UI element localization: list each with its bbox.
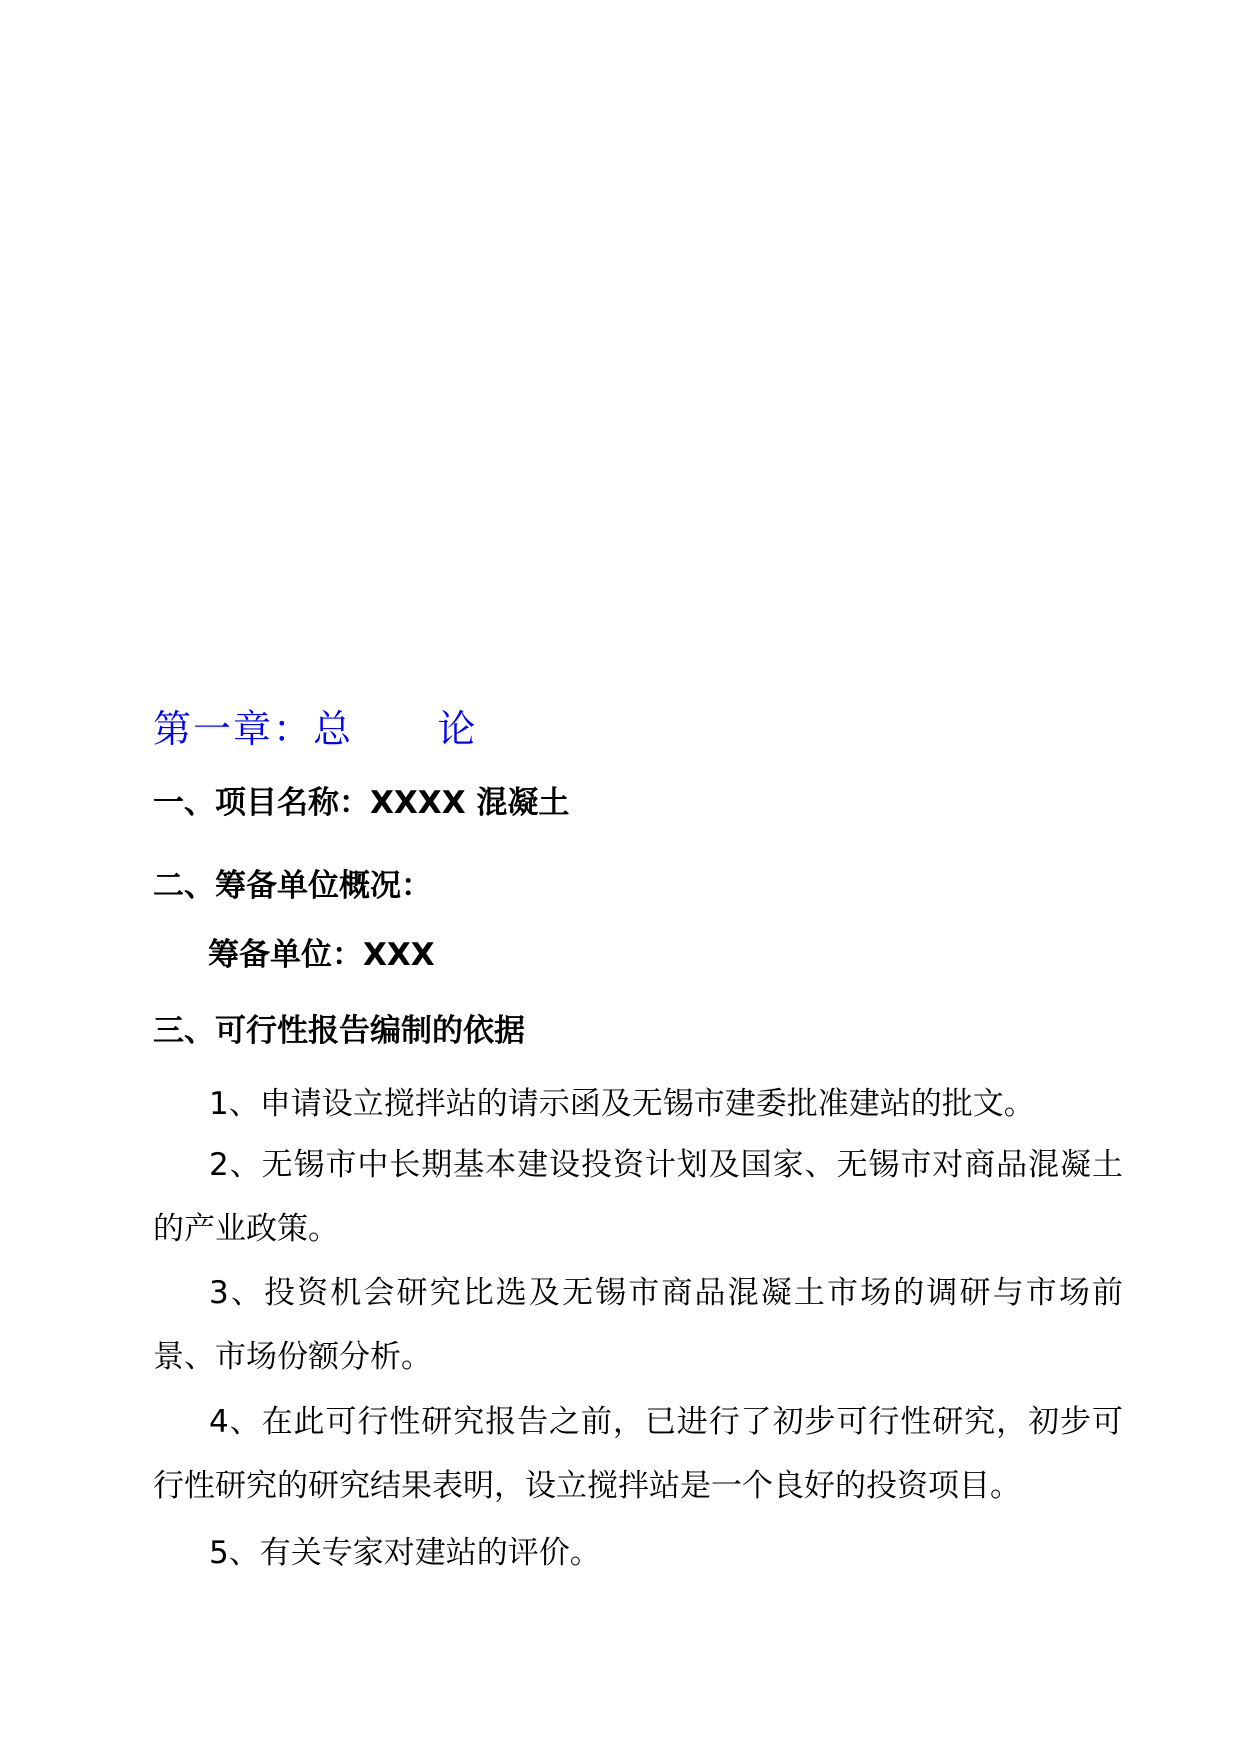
preparing-unit-overview-heading: 二、筹备单位概况：: [153, 868, 432, 904]
basis-item-5: 5、有关专家对建站的评价。: [209, 1535, 601, 1571]
basis-heading: 三、可行性报告编制的依据: [153, 1013, 525, 1049]
basis-item-4: 4、在此可行性研究报告之前，已进行了初步可行性研究，初步可行性研究的研究结果表明，设立搅拌站是一个良好的投资项目。: [153, 1404, 1123, 1504]
basis-item-3: 3、投资机会研究比选及无锡市商品混凝土市场的调研与市场前景、市场份额分析。: [153, 1275, 1123, 1375]
basis-item-2: 2、无锡市中长期基本建设投资计划及国家、无锡市对商品混凝土的产业政策。: [153, 1147, 1123, 1247]
chapter-title: 第一章：总 论: [153, 707, 478, 751]
project-name-heading: 一、项目名称：XXXX 混凝土: [153, 785, 570, 821]
preparing-unit-line: 筹备单位：XXX: [208, 937, 435, 973]
basis-item-1: 1、申请设立搅拌站的请示函及无锡市建委批准建站的批文。: [209, 1086, 1035, 1122]
